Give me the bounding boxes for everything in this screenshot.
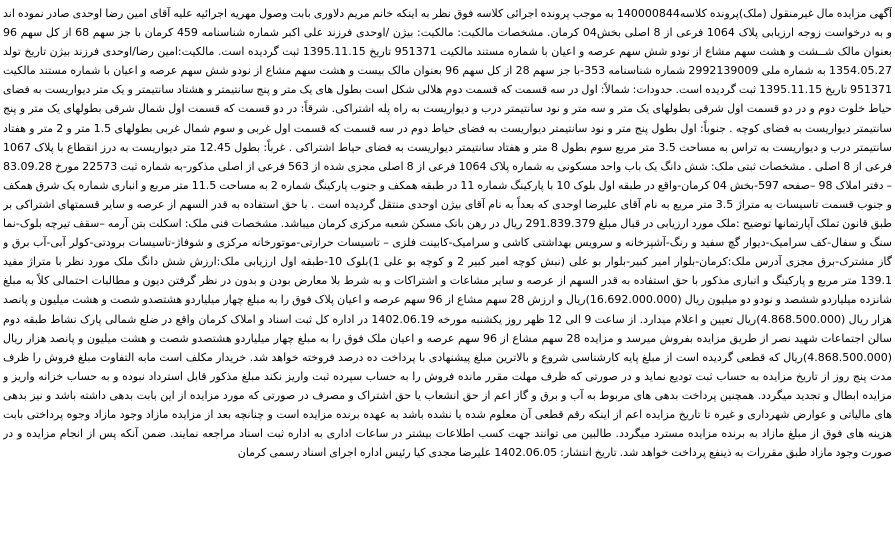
auction-notice-text: آگهی مزایده مال غیرمنقول (ملک)پرونده کلاسه140000844 به موجب پرونده اجرائی کلاسه فوق نظر به اینکه خانم مریم دلاوری بابت وصول مهریه اجرائیه علیه آقای امین رضا اوحدی صادر نموده اند و به درخواست زوجه ارزیابی پلاک 1064 فرعی از 8 اصلی بخش04 کرمان. مشخصات مالکیت: مالکیت: بیژن /اوحدی فرزند علی اکبر شماره شناسنامه 459 کرمان با جز سهم 68 از کل سهم 96 بعنوان مالک شــشت و هشت سهم مشاع از نودو شش سهم عرصه و اعیان با شماره مستند مالکیت 951371 تاریخ 1395.11.15 ثبت گردیده است. مالکیت:امین رضا/اوحدی فرزند بیژن تاریخ تولد 1354.05.27 به شماره ملی 2992139009 شماره شناسنامه 353-با جز سهم 28 از کل سهم 96 بعنوان مالک بیست و هشت سهم مشاع از نودو شش سهم عرصه و اعیان با شماره مستند مالکیت 951371 تاریخ 1395.11.15 ثبت گردیده است. حدودات: شمالاً: اول در سه قسمت که قسمت دوم هلالی شکل است بطول های یک متر و پنج سانتیمتر و هشتاد سانتیمتر و یک متر دیواریست به فضای حیاط خلوت دوم و در دو قسمت اول شرقی بطولهای یک متر و سه متر و نود سانتیمتر درب و دیواریست به راه پله اشتراکی. شرقاً: در دو قسمت که قسمت اول شمال شرقی بطولهای یک متر و پنج سانتیمتر دیواریست به فضای کوچه . جنوباً: اول بطول پنج متر و نود سانتیمتر دیواریست به فضای حیاط دوم در سه قسمت که قسمت اول غربی و سوم شمال غربی بطولهای 1.5 متر و 2 متر و هفتاد سانتیمتر درب و دیواریست به تراس به مساحت 3.5 متر مربع سوم بطول 8 متر و هفتاد سانتیمتر دیواریست به فضای حیاط اشتراکی . غرباً: بطول 12.45 متر دیواریست به درز انقطاع با پلاک 1067 فرعی از 8 اصلی . مشخصات ثبتی ملک: شش دانگ یک باب واحد مسکونی به شماره پلاک 1064 فرعی از 8 اصلی مجزی شده از 563 فرعی از اصلی مذکور-به شماره ثبت 22573 مورخ 83.09.28 – دفتر املاک 98 –صفحه 597-بخش 04 کرمان-واقع در طبقه اول بلوک 10 با پارکینگ شماره 11 در طبقه همکف و جنوب پارکینگ شماره 2 به مساحت 11.5 متر مربع و انباری شماره یک شرق همکف و جنوب قسمت تاسیسات به متراژ 3.5 متر مربع به نام آقای علیرضا اوحدی که بعداً به نام آقای بیژن اوحدی منتقل گردیده است . با حق استفاده به قدر السهم از عرصه و سایر قسمتهای اشتراکی بر طبق قانون تملک آپارتمانها توضیح :ملک مورد ارزیابی در قبال مبلغ 291.839.379 ریال در رهن بانک مسکن شعبه مرکزی کرمان میباشد. مشخصات فنی ملک: اسکلت بتن آرمه –سقف تیرچه بلوک-نما سنگ و سفال-کف سرامیک-دیوار گچ سفید و رنگ-آشپزخانه و سرویس بهداشتی کاشی و سرامیک-کابینت فلزی – تاسیسات حرارتی-موتورخانه مرکزی و شوفاژ-تاسیسات برودتی-کولر آبی-آب برق و گاز مشترک-برق مجزی آدرس ملک:کرمان-بلوار امیر کبیر-بلوار بو علی (نبش کوچه امیر کبیر 2 و کوچه بو علی 1)بلوک 10-طبقه اول ارزیابی ملک:ارزش شش دانگ ملک مورد نظر با متراژ مفید 139.1 متر مربع و پارکینگ و انباری مذکور با حق استفاده به قدر السهم از عرصه و سایر مشاعات و اشتراکات و به شرط بلا معارض بودن و بدون در نظر گرفتن دیون و مطالبات احتمالی کلاً به مبلغ شانزده میلیاردو ششصد و نودو دو میلیون ریال (16.692.000.000)ریال و ارزش 28 سهم مشاع از 96 سهم عرصه و اعیان پلاک فوق را به مبلغ چهار میلیاردو هشتصدو شصت و هشت میلیون و پانصد هزار ریال (4.868.500.000)ریال تعیین و اعلام میدارد. از ساعت 9 الی 12 ظهر روز یکشنبه مورخه 1402.06.19 در اداره کل ثبت اسناد و املاک کرمان واقع در ضلع شمالی پارک نشاط طبقه دوم سالن اجتماعات شهید نصر از طریق مزایده بفروش میرسد و مزایده 28 سهم مشاع از 96 سهم عرصه و اعیان ملک فوق را به مبلغ چهار میلیاردو هشتصدو شصت و هشت میلیون و پانصد هزار ریال (4.868.500.000)ریال که قطعی گردیده است از مبلغ پایه کارشناسی شروع و بالاترین مبلغ پیشنهادی با پرداخت ده درصد فروخته خواهد شد. خریدار مکلف است مابه التفاوت مبلغ فروش را ظرف مدت پنج روز از تاریخ مزایده به حساب ثبت تودیع نماید و در صورتی که ظرف مهلت مقرر مانده فروش را به حساب سپرده ثبت واریز نکند مبلغ مذکور قابل استرداد نبوده و به حساب خزانه واریز و مزایده ابطال و تجدید میگردد. همچنین پرداخت بدهی های مربوط به آب و برق و گاز اعم از حق انشعاب یا حق اشتراک و مصرف در صورتی که مورد مزایده از این بابت بدهی داشته باشد و نیز بدهی های مالیاتی و عوارض شهرداری و غیره تا تاریخ مزایده اعم از اینکه رقم قطعی آن معلوم شده یا نشده باشد به عهده برنده مزایده است و چنانچه بعد از مزایده مازاد وجود مازاد وجوه پرداختی بابت هزینه های فوق از مبلغ مازاد به برنده مزایده مسترد میگردد. طالبین می توانند جهت کسب اطلاعات بیشتر در ساعات اداری به اداره ثبت اسناد مراجعه نمایند. ضمن آنکه پس از انجام مزایده و در صورت وجود مازاد طبق مقررات به ذینفع پرداخت خواهد شد. تاریخ انتشار: 1402.06.05 علیرضا مجدی کیا رئیس اداره اجرای اسناد رسمی کرمان: [3, 7, 892, 460]
